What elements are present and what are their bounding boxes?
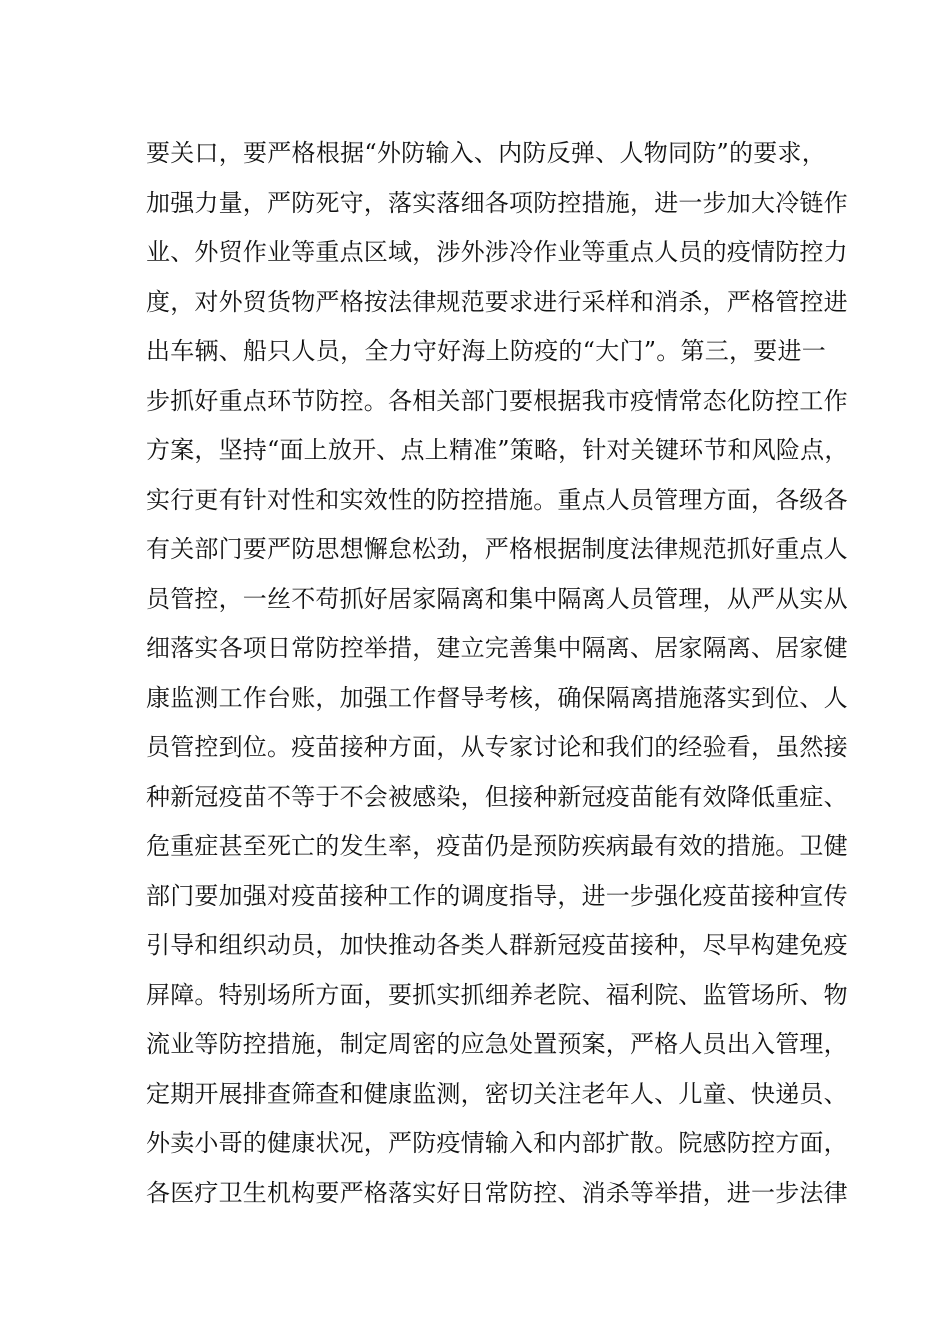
- text-line: 引导和组织动员，加快推动各类人群新冠疫苗接种，尽早构建免疫: [146, 931, 848, 959]
- body-paragraph: [146, 129, 849, 1218]
- text-line: 流业等防控措施，制定周密的应急处置预案，严格人员出入管理，: [146, 1030, 848, 1058]
- text-line: 定期开展排查筛查和健康监测，密切关注老年人、儿童、快递员、: [146, 1079, 848, 1108]
- text-line: 业、外贸作业等重点区域，涉外涉冷作业等重点人员的疫情防控力: [146, 238, 848, 266]
- text-line: 方案，坚持“面上放开、点上精准”策略，针对关键环节和风险点，: [146, 436, 849, 464]
- text-line: 加强力量，严防死守，落实落细各项防控措施，进一步加大冷链作: [146, 188, 848, 217]
- text-line: 屏障。特别场所方面，要抓实抓细养老院、福利院、监管场所、物: [146, 980, 848, 1009]
- text-line: 危重症甚至死亡的发生率，疫苗仍是预防疾病最有效的措施。卫健: [146, 832, 848, 860]
- text-line: 部门要加强对疫苗接种工作的调度指导，进一步强化疫苗接种宣传: [146, 881, 848, 910]
- text-line: 员管控到位。疫苗接种方面，从专家讨论和我们的经验看，虽然接: [146, 733, 848, 761]
- text-line: 有关部门要严防思想懈怠松劲，严格根据制度法律规范抓好重点人: [146, 535, 848, 563]
- text-line: 细落实各项日常防控举措，建立完善集中隔离、居家隔离、居家健: [146, 634, 848, 662]
- text-line: 出车辆、船只人员，全力守好海上防疫的“大门”。第三，要进一: [146, 337, 826, 365]
- text-line: 康监测工作台账，加强工作督导考核，确保隔离措施落实到位、人: [146, 683, 848, 712]
- text-line: 各医疗卫生机构要严格落实好日常防控、消杀等举措，进一步法律: [146, 1178, 848, 1207]
- text-line: 外卖小哥的健康状况，严防疫情输入和内部扩散。院感防控方面，: [146, 1129, 848, 1157]
- text-line: 种新冠疫苗不等于不会被感染，但接种新冠疫苗能有效降低重症、: [146, 782, 848, 811]
- text-line: 度，对外贸货物严格按法律规范要求进行采样和消杀，严格管控进: [146, 287, 848, 316]
- text-line: 员管控，一丝不苟抓好居家隔离和集中隔离人员管理，从严从实从: [146, 584, 848, 613]
- text-line: 实行更有针对性和实效性的防控措施。重点人员管理方面，各级各: [146, 485, 848, 514]
- text-line: 要关口，要严格根据“外防输入、内防反弹、人物同防”的要求，: [146, 139, 826, 167]
- text-line: 步抓好重点环节防控。各相关部门要根据我市疫情常态化防控工作: [146, 386, 848, 415]
